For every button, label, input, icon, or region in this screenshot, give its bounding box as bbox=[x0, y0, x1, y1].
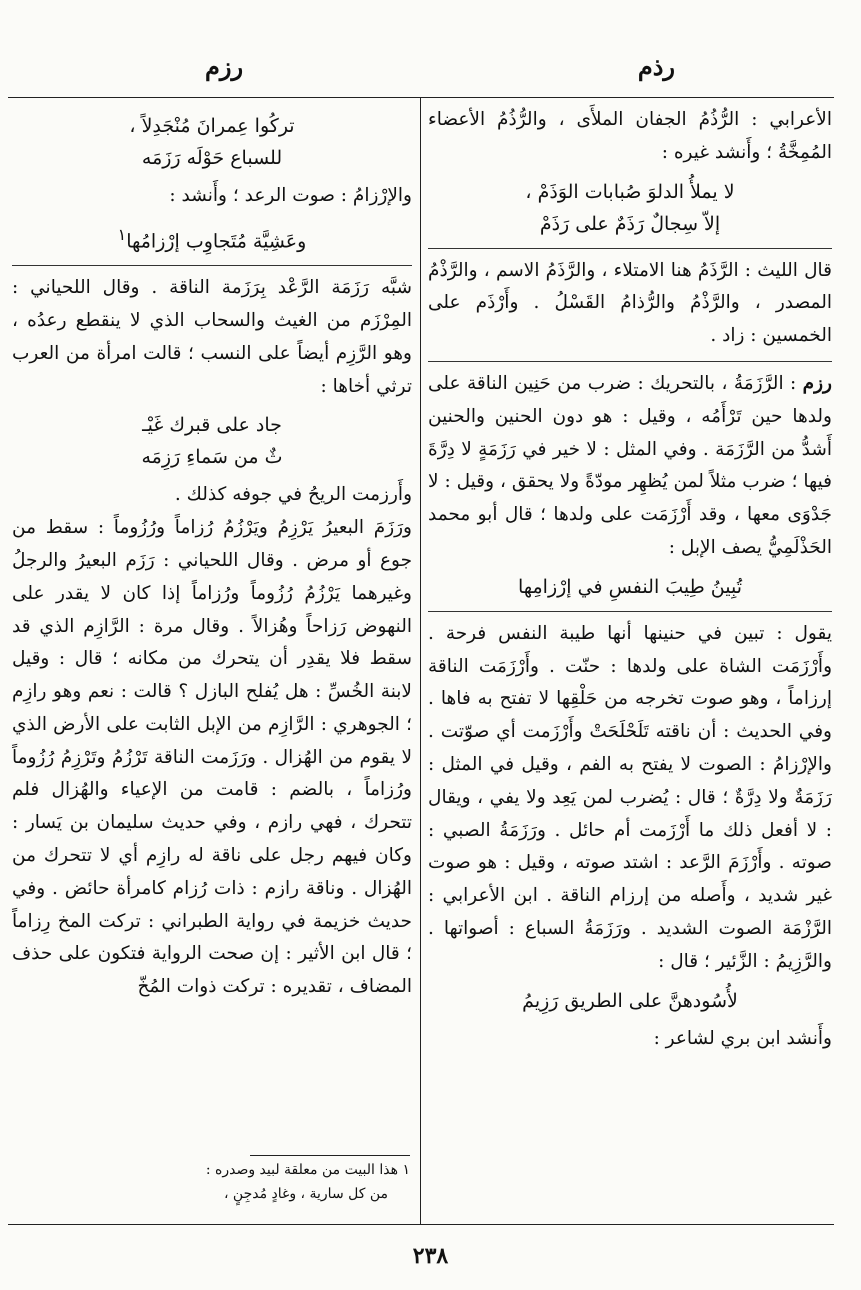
paragraph: الأعرابي : الرُّذُمُ الجفان الملأَى ، والرُّذُمُ الأعضاء المُمِخَّةُ ؛ وأَنشد غيره : bbox=[428, 109, 832, 163]
column-divider bbox=[420, 97, 421, 1224]
divider bbox=[428, 611, 832, 612]
running-head-left: رزم bbox=[205, 52, 244, 81]
footnote-rule bbox=[250, 1155, 410, 1156]
verse-line: لأُسُودهنَّ على الطريق رَزِيمُ bbox=[522, 989, 738, 1012]
footnote-line: من كل سارية ، وغادٍ مُدجِنٍ ، bbox=[223, 1186, 388, 1202]
verse-line: إلاّ سِجالٌ رَذَمٌ على رَذَمْ bbox=[539, 212, 721, 235]
paragraph: قال الليث : الرَّذَمُ هنا الامتلاء ، والرَّذَمُ الاسم ، والرَّذْمُ المصدر ، والرَّذْمُ والرُّذامُ القَسْلُ . وأَرْذَم على الخمسين : زاد . bbox=[428, 259, 832, 347]
verse-line: للسباع حَوْلَه رَزَمَه bbox=[141, 147, 283, 169]
verse bbox=[428, 571, 832, 603]
divider bbox=[428, 248, 832, 249]
footnote-line: ١ هذا البيت من معلقة لبيد وصدره : bbox=[205, 1162, 410, 1178]
verse bbox=[12, 409, 412, 473]
entry-headword: رزم bbox=[802, 372, 832, 394]
footer-rule bbox=[8, 1224, 834, 1225]
verse-line: ثٌ من سَماءِ رَزِمَه bbox=[141, 446, 283, 469]
verse-line: تركُوا عِمرانَ مُنْجَدِلاً ، bbox=[129, 115, 295, 137]
footnote-marker: ١ bbox=[117, 224, 127, 244]
verse-line: لا يملأُ الدلوَ صُبابات الوَذَمْ ، bbox=[525, 180, 735, 203]
page-number: ٢٣٨ bbox=[412, 1243, 449, 1269]
verse-line: وعَشِيَّة مُتَجاوِب إرْزامُها bbox=[126, 230, 307, 253]
verse bbox=[12, 110, 412, 174]
paragraph: والإرْزامُ : صوت الرعد ؛ وأَنشد : bbox=[169, 185, 412, 206]
entry-text: : الرَّزَمَةُ ، بالتحريك : ضرب من حَنِين الناقة على ولدها حين تَرْأَمُه ، وقيل : هو دون الحنين والحنين أَشدُّ من الرَّزَمَة . وفي المثل : لا خير في رَزَمَةٍ لا دِرَّةَ فيها ؛ ضرب مثلاً لمن يُظهِر مودّةً ولا يحقق ، وقيل : لا جَدْوَى معها ، وقد أَرْزَمَت على ولدها ؛ قال أبو محمد الحَذْلَمِيُّ يصف الإبل : bbox=[428, 372, 832, 558]
paragraph: وأَرزمت الريحُ في جوفه كذلك . bbox=[174, 484, 412, 506]
paragraph: يقول : تبين في حنينها أنها طيبة النفس فرحة . وأَرْزَمَت الشاة على ولدها : حنّت . وأَرْزَمَت الناقة إرزاماً ، وهو صوت تخرجه من حَلْقِها لا تفتح به فاها . وفي الحديث : أن ناقته تَلَحْلَحَتْ وأَرْزَمت أي صوّتت . والإرْزامُ : الصوت لا يفتح به الفم ، وقيل في المثل : رَزَمَةٌ ولا دِرَّةٌ ؛ قال : يُضرب لمن يَعِد ولا يفي ، ويقال : لا أفعل ذلك ما أَرْزَمت أم حائل . ورَزَمَةُ الصبي : صوته . وأَرْزَمَ الرَّعد : اشتد صوته ، وقيل : هو صوت غير شديد ، وأَصله من إرزام الناقة . ابن الأعرابي : الرَّزْمَة الصوت الشديد . ورَزَمَةُ السباع : أصواتها . والرَّزِيمُ : الزَّئير ؛ قال : bbox=[428, 622, 832, 972]
left-column bbox=[12, 104, 412, 1004]
verse bbox=[428, 985, 832, 1017]
paragraph: ورَزَمَ البعيرُ يَرْزِمُ ويَرْزُمُ رُزاماً ورُزُوماً : سقط من جوع أو مرض . وقال اللحياني : رَزَم البعيرُ والرجلُ وغيرهما يَرْزُمُ رُزُوماً ورُزاماً إذا كان لا يقدر على النهوض رَزاحاً وهُزالاً . وقال مرة : الرَّازِم الذي قد سقط فلا يقدِر أن يتحرك من مكانه ؛ قال : وقيل لابنة الخُسِّ : هل يُفلح البازل ؟ قالت : نعم وهو رازِم ؛ الجوهري : الرَّازِم من الإبل الثابت على الأرض الذي لا يقوم من الهُزال . ورَزَمت الناقة تَرْزُمُ وتَرْزِمُ رُزُوماً ورُزاماً ، بالضم : قامت من الإعياء والهُزال فلم تتحرك ، فهي رازم ، وفي حديث سليمان بن يَسار : وكان فيهم رجل على ناقة له رازِم أي لا تتحرك من الهُزال . وناقة رازم : ذات رُزام كامرأة حائض . وفي حديث خزيمة في رواية الطبراني : تركت المخ رِزاماً ؛ قال ابن الأثير : إن صحت الرواية فتكون على حذف المضاف ، تقديره : تركت ذوات المُخّ bbox=[12, 517, 412, 998]
paragraph: وأَنشد ابن بري لشاعر : bbox=[653, 1027, 832, 1049]
running-head-right: رذم bbox=[637, 52, 675, 81]
footnote bbox=[40, 1158, 410, 1206]
header-rule bbox=[8, 97, 834, 98]
verse-line: تُبِينُ طِيبَ النفسِ في إرْزامِها bbox=[517, 575, 743, 598]
verse bbox=[12, 219, 412, 257]
divider bbox=[428, 361, 832, 362]
entry bbox=[428, 368, 832, 565]
verse-line: جاد على قبرك غَيْـ bbox=[142, 414, 282, 437]
paragraph: شبَّه رَزَمَة الرَّعْد بِرَزَمة الناقة . وقال اللحياني : المِرْزَم من الغيث والسحاب الذي لا ينقطع رعدُه ، وهو الرَّزِم أيضاً على النسب ؛ قالت امرأة من العرب ترثي أخاها : bbox=[12, 277, 412, 397]
divider bbox=[12, 265, 412, 266]
verse bbox=[428, 176, 832, 240]
right-column bbox=[428, 104, 832, 1055]
